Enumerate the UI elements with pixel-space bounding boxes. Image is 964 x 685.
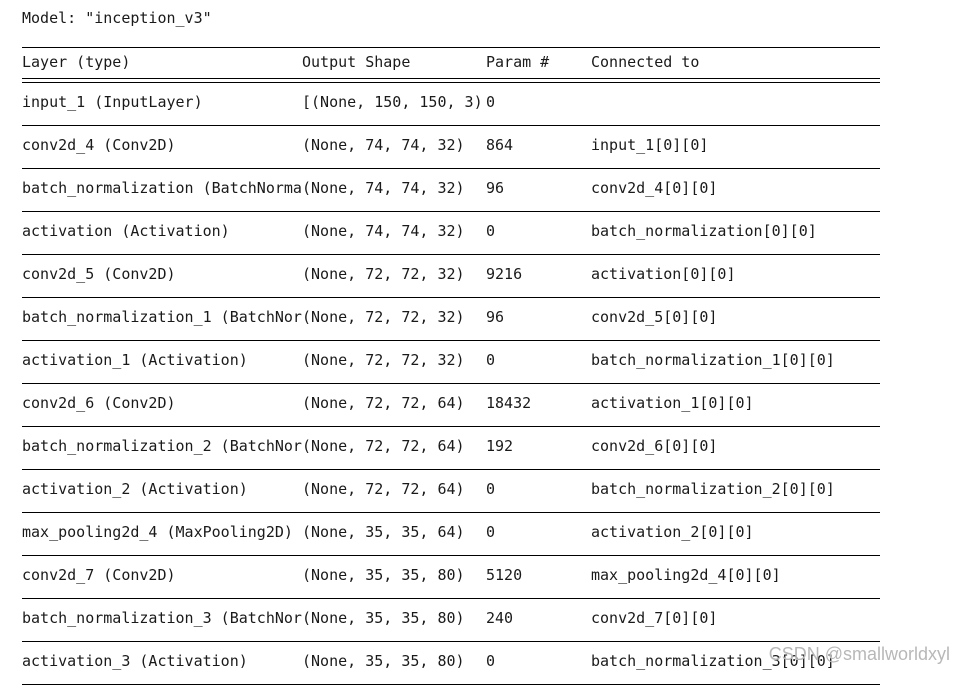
cell-param: 5120 (486, 566, 523, 584)
cell-param: 240 (486, 609, 514, 627)
cell-param: 0 (486, 93, 496, 111)
cell-connected-to: activation_2[0][0] (591, 523, 754, 541)
table-row (22, 255, 880, 298)
table-row (22, 83, 880, 126)
cell-param: 864 (486, 136, 514, 154)
table-row (22, 513, 880, 556)
table-row (22, 427, 880, 470)
table-row (22, 169, 880, 212)
cell-layer: conv2d_7 (Conv2D) (22, 566, 176, 584)
table-row (22, 298, 880, 341)
cell-connected-to: conv2d_5[0][0] (591, 308, 718, 326)
cell-param: 0 (486, 523, 496, 541)
cell-layer: batch_normalization (BatchNorma (22, 179, 302, 197)
cell-param: 9216 (486, 265, 523, 283)
cell-connected-to: conv2d_7[0][0] (591, 609, 718, 627)
cell-connected-to: conv2d_4[0][0] (591, 179, 718, 197)
cell-layer: conv2d_6 (Conv2D) (22, 394, 176, 412)
cell-output-shape: (None, 72, 72, 64) (302, 394, 465, 412)
cell-connected-to: activation[0][0] (591, 265, 736, 283)
cell-connected-to: conv2d_6[0][0] (591, 437, 718, 455)
cell-connected-to: batch_normalization[0][0] (591, 222, 817, 240)
cell-connected-to: input_1[0][0] (591, 136, 709, 154)
cell-output-shape: (None, 74, 74, 32) (302, 222, 465, 240)
table-row (22, 212, 880, 255)
table-row (22, 599, 880, 642)
model-title: Model: "inception_v3" (22, 9, 212, 27)
cell-param: 192 (486, 437, 514, 455)
cell-connected-to: batch_normalization_2[0][0] (591, 480, 835, 498)
table-row (22, 642, 880, 685)
table-row (22, 341, 880, 384)
cell-output-shape: (None, 72, 72, 32) (302, 351, 465, 369)
cell-layer: conv2d_4 (Conv2D) (22, 136, 176, 154)
cell-param: 96 (486, 308, 505, 326)
model-summary-table (22, 47, 880, 685)
table-body (22, 83, 880, 685)
cell-layer: batch_normalization_2 (BatchNor (22, 437, 302, 455)
cell-layer: batch_normalization_3 (BatchNor (22, 609, 302, 627)
cell-param: 0 (486, 652, 496, 670)
cell-output-shape: (None, 72, 72, 64) (302, 437, 465, 455)
cell-output-shape: (None, 74, 74, 32) (302, 179, 465, 197)
cell-layer: max_pooling2d_4 (MaxPooling2D) (22, 523, 293, 541)
cell-output-shape: (None, 35, 35, 80) (302, 566, 465, 584)
cell-output-shape: (None, 35, 35, 80) (302, 652, 465, 670)
cell-layer: activation (Activation) (22, 222, 230, 240)
cell-output-shape: (None, 74, 74, 32) (302, 136, 465, 154)
cell-connected-to: activation_1[0][0] (591, 394, 754, 412)
cell-layer: batch_normalization_1 (BatchNor (22, 308, 302, 326)
cell-layer: conv2d_5 (Conv2D) (22, 265, 176, 283)
cell-layer: activation_1 (Activation) (22, 351, 248, 369)
table-row (22, 126, 880, 169)
cell-param: 0 (486, 222, 496, 240)
table-row (22, 470, 880, 513)
cell-connected-to: max_pooling2d_4[0][0] (591, 566, 781, 584)
header-param: Param # (486, 53, 550, 71)
cell-output-shape: (None, 35, 35, 80) (302, 609, 465, 627)
cell-output-shape: (None, 72, 72, 64) (302, 480, 465, 498)
cell-output-shape: (None, 72, 72, 32) (302, 265, 465, 283)
cell-output-shape: (None, 35, 35, 64) (302, 523, 465, 541)
header-layer: Layer (type) (22, 53, 131, 71)
cell-param: 0 (486, 480, 496, 498)
cell-param: 18432 (486, 394, 532, 412)
cell-layer: activation_2 (Activation) (22, 480, 248, 498)
cell-param: 0 (486, 351, 496, 369)
header-row (22, 48, 880, 78)
table-row (22, 556, 880, 599)
cell-output-shape: (None, 72, 72, 32) (302, 308, 465, 326)
cell-connected-to: batch_normalization_3[0][0] (591, 652, 835, 670)
cell-connected-to: batch_normalization_1[0][0] (591, 351, 835, 369)
cell-layer: input_1 (InputLayer) (22, 93, 203, 111)
cell-layer: activation_3 (Activation) (22, 652, 248, 670)
cell-output-shape: [(None, 150, 150, 3) (302, 93, 483, 111)
cell-param: 96 (486, 179, 505, 197)
table-row (22, 384, 880, 427)
header-output-shape: Output Shape (302, 53, 411, 71)
watermark: CSDN @smallworldxyl (768, 644, 950, 664)
header-connected-to: Connected to (591, 53, 700, 71)
